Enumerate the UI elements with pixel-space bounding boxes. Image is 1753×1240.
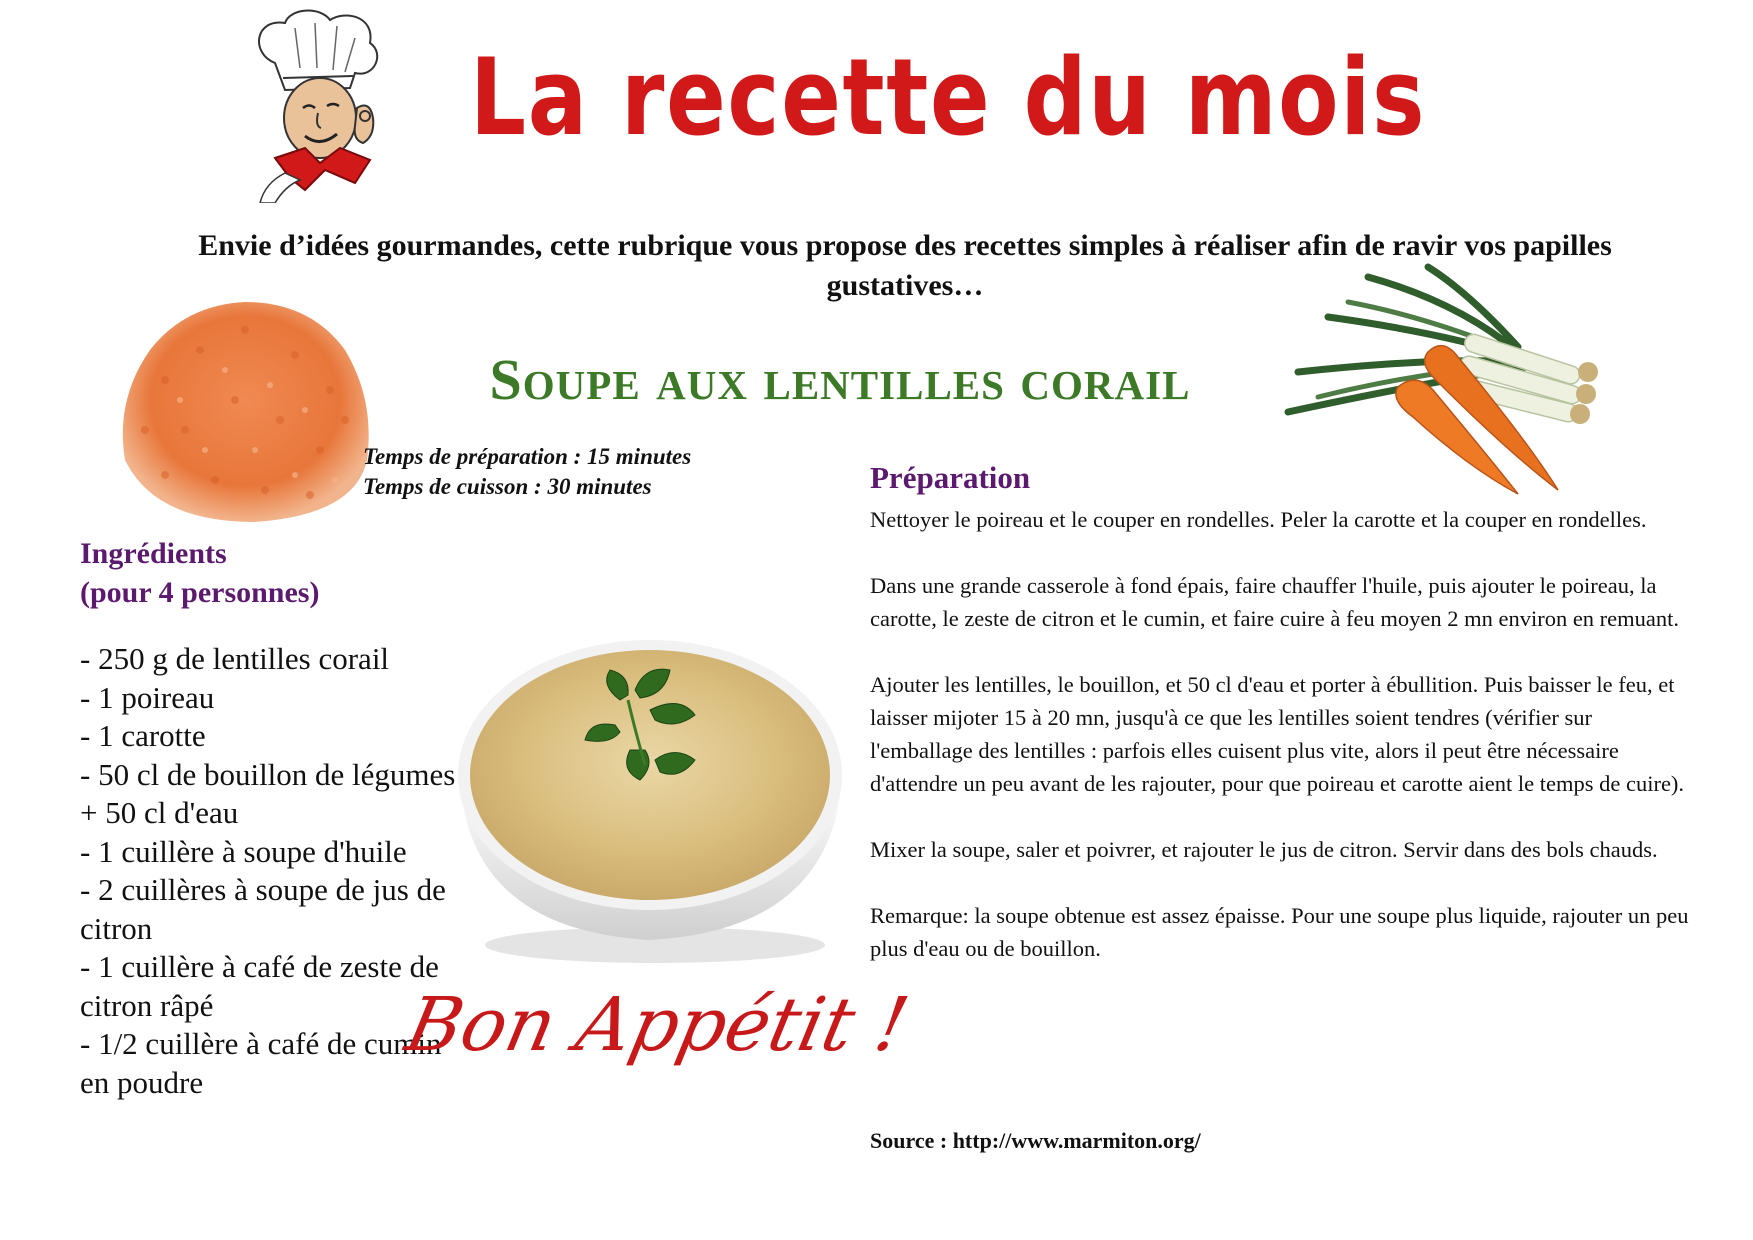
ingredient-item: - 250 g de lentilles corail [80,641,390,676]
ingredient-item: - 1/2 cuillère à café de cumin en poudre [80,1026,442,1100]
preparation-heading: Préparation [870,460,1031,495]
leek-carrot-image [1268,262,1628,502]
recipe-times [363,442,691,502]
recipe-title: Soupe aux lentilles corail [489,347,1191,412]
red-lentils-image [105,290,385,530]
preparation-paragraph: Dans une grande casserole à fond épais, faire chauffer l'huile, puis ajouter le poireau, la carotte, le zeste de citron et le cumin, et faire cuire à feu moyen 2 mn environ en remuant. [870,573,1680,631]
ingredient-item: - 2 cuillères à soupe de jus de citron [80,872,446,946]
ingredient-item: - 1 carotte [80,718,206,753]
ingredient-item: - 1 cuillère à café de zeste de citron râpé [80,949,439,1023]
ingredients-heading-servings: (pour 4 personnes) [80,576,320,609]
cook-time: Temps de cuisson : 30 minutes [363,474,652,499]
preparation-paragraph: Remarque: la soupe obtenue est assez épaisse. Pour une soupe plus liquide, rajouter un peu plus d'eau ou de bouillon. [870,903,1689,961]
intro-text: Envie d’idées gourmandes, cette rubrique vous propose des recettes simples à réaliser afin de ravir vos papilles gustatives… [198,229,1612,302]
soup-bowl-image [450,640,850,970]
ingredient-item: - 1 poireau [80,679,215,715]
ingredient-item: - 1 cuillère à soupe d'huile [80,833,407,869]
page-title: La recette du mois [470,36,1427,159]
prep-time: Temps de préparation : 15 minutes [363,444,692,469]
bon-appetit-text: Bon Appétit ! [398,982,916,1068]
preparation-paragraph: Ajouter les lentilles, le bouillon, et 50 cl d'eau et porter à ébullition. Puis baisser le feu, et laisser mijoter 15 à 20 mn, jusqu'à ce que les lentilles soient tendres (vérifier sur l'emballage des lentilles : parfois elles cuisent plus vite, alors il peut être nécessaire d'attendre un peu avant de les rajouter, pour que poireau et carotte aient le temps de cuire). [870,672,1685,796]
ingredients-heading-title: Ingrédients [80,537,227,570]
ingredients-list [80,640,460,1102]
ingredients-heading [80,534,319,612]
source-link[interactable]: Source : http://www.marmiton.org/ [870,1128,1201,1153]
preparation-paragraph: Nettoyer le poireau et le couper en rondelles. Peler la carotte et la couper en rondelles. [870,507,1647,532]
ingredient-item: - 50 cl de bouillon de légumes + 50 cl d'eau [80,756,456,830]
chef-illustration [245,8,405,203]
preparation-steps [870,503,1700,998]
preparation-paragraph: Mixer la soupe, saler et poivrer, et rajouter le jus de citron. Servir dans des bols chauds. [870,837,1658,862]
